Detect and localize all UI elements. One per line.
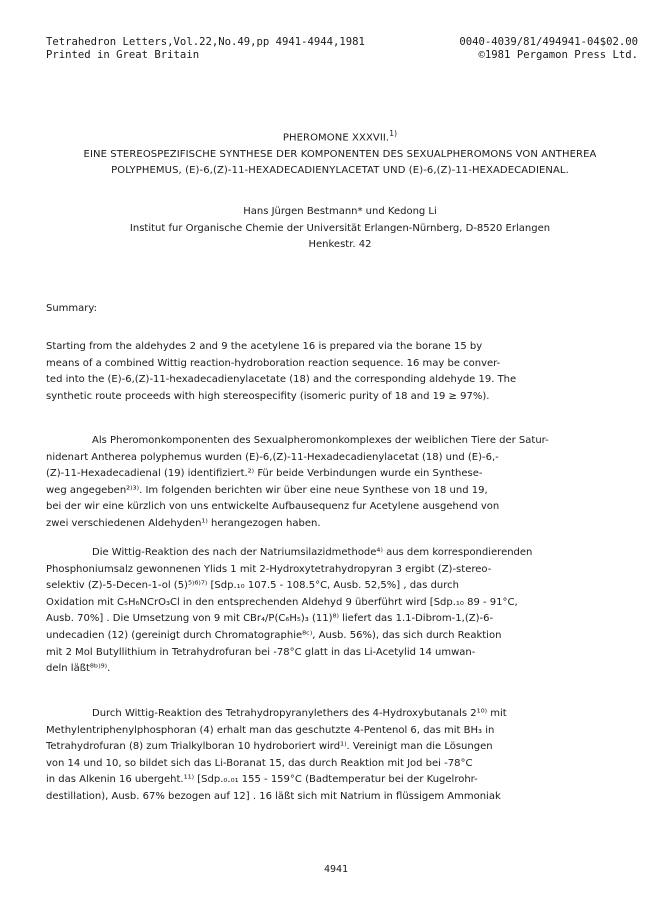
title-line-2: POLYPHEMUS, (E)-6,(Z)-11-HEXADECADIENYLACETAT UND (E)-6,(Z)-11-HEXADECADIENAL. (111, 165, 569, 177)
text-line: (Z)-11-Hexadecadienal (19) identifiziert.²⁾ Für beide Verbindungen wurde ein Synthese- (46, 468, 483, 480)
text-line: Tetrahydrofuran (8) zum Trialkylboran 10 hydroboriert wird¹⁾. Vereinigt man die Lösungen (46, 741, 493, 753)
journal-citation: Tetrahedron Letters,Vol.22,No.49,pp 4941-4944,1981 (46, 36, 365, 48)
affiliation: Institut fur Organische Chemie der Universität Erlangen-Nürnberg, D-8520 Erlangen (129, 222, 551, 234)
intro-paragraph (46, 433, 636, 533)
header-row-1 (46, 36, 638, 49)
printed-in: Printed in Great Britain (46, 49, 200, 61)
series-title-ref: 1) (389, 129, 398, 138)
issn-code: 0040-4039/81/494941-04$02.00 (459, 36, 638, 48)
text-line: destillation), Ausb. 67% bezogen auf 12] . 16 läßt sich mit Natrium in flüssigem Ammoniak (46, 790, 501, 802)
text-line: bei der wir eine kürzlich von uns entwickelte Aufbausequenz fur Acetylene ausgehend von (46, 501, 500, 513)
summary-heading: Summary: (46, 303, 97, 314)
article-title (40, 126, 640, 180)
page-number: 4941 (323, 864, 349, 875)
text-line: nidenart Antherea polyphemus wurden (E)-6,(Z)-11-Hexadecadienylacetat (18) und (E)-6,- (46, 451, 499, 463)
text-line: ted into the (E)-6,(Z)-11-hexadecadienylacetate (18) and the corresponding aldehyde 19. The (46, 374, 517, 386)
text-line: weg angegeben²⁾³⁾. Im folgenden berichten wir über eine neue Synthese von 18 und 19, (46, 484, 488, 496)
text-line: Ausb. 70%] . Die Umsetzung von 9 mit CBr₄/P(C₆H₅)₃ (11)⁸⁾ liefert das 1.1-Dibrom-1,(Z)-6- (46, 613, 494, 625)
title-line-1: EINE STEREOSPEZIFISCHE SYNTHESE DER KOMPONENTEN DES SEXUALPHEROMONS VON ANTHEREA (83, 148, 597, 160)
text-line: Starting from the aldehydes 2 and 9 the acetylene 16 is prepared via the borane 15 by (46, 341, 483, 352)
text-line: Phosphoniumsalz gewonnenen Ylids 1 mit 2-Hydroxytetrahydropyran 3 ergibt (Z)-stereo- (46, 563, 492, 575)
pentenol-paragraph (46, 706, 636, 806)
text-line: zwei verschiedenen Aldehyden¹⁾ herangezogen haben. (46, 517, 321, 529)
author-names: Hans Jürgen Bestmann* und Kedong Li (243, 206, 437, 217)
copyright: ©1981 Pergamon Press Ltd. (478, 49, 638, 61)
header-row-2 (46, 49, 638, 62)
text-line: in das Alkenin 16 ubergeht.¹¹⁾ [Sdp.₀.₀₁ 155 - 159°C (Badtemperatur bei der Kugelrohr- (46, 774, 478, 786)
series-title-text: PHEROMONE XXXVII. (282, 132, 390, 144)
address: Henkestr. 42 (308, 239, 372, 250)
series-title (40, 126, 640, 147)
journal-header (46, 36, 638, 62)
text-line: Oxidation mit C₅H₆NCrO₃Cl in den entsprechenden Aldehyd 9 überführt wird [Sdp.₁₀ 89 - 91°C, (46, 596, 518, 608)
text-line: means of a combined Wittig reaction-hydroboration reaction sequence. 16 may be conver- (46, 357, 501, 369)
text-line: Durch Wittig-Reaktion des Tetrahydropyranylethers des 4-Hydroxybutanals 2¹⁰⁾ mit (92, 708, 507, 719)
summary-paragraph (46, 339, 636, 405)
text-line: Als Pheromonkomponenten des Sexualpheromonkomplexes der weiblichen Tiere der Satur- (92, 435, 549, 446)
text-line: Methylentriphenylphosphoran (4) erhalt man das geschutzte 4-Pentenol 6, das mit BH₃ in (46, 724, 495, 736)
text-line: synthetic route proceeds with high stereospecifity (isomeric purity of 18 and 19 ≥ 97%). (46, 390, 490, 402)
wittig-paragraph (46, 545, 636, 678)
text-line: selektiv (Z)-5-Decen-1-ol (5)⁵⁾⁶⁾⁷⁾ [Sdp.₁₀ 107.5 - 108.5°C, Ausb. 52,5%] , das durch (46, 580, 459, 592)
text-line: von 14 und 10, so bildet sich das Li-Boranat 15, das durch Reaktion mit Jod bei -78°C (46, 757, 473, 769)
text-line: undecadien (12) (gereinigt durch Chromatographie⁸ᶜ⁾, Ausb. 56%), das sich durch Reaktion (46, 629, 502, 641)
author-block (40, 204, 640, 254)
text-line: Die Wittig-Reaktion des nach der Natriumsilazidmethode⁴⁾ aus dem korrespondierenden (92, 547, 533, 558)
text-line: mit 2 Mol Butyllithium in Tetrahydrofuran bei -78°C glatt in das Li-Acetylid 14 umwan- (46, 646, 476, 658)
text-line: deln läßt⁸ᵇ⁾⁹⁾. (46, 663, 111, 675)
